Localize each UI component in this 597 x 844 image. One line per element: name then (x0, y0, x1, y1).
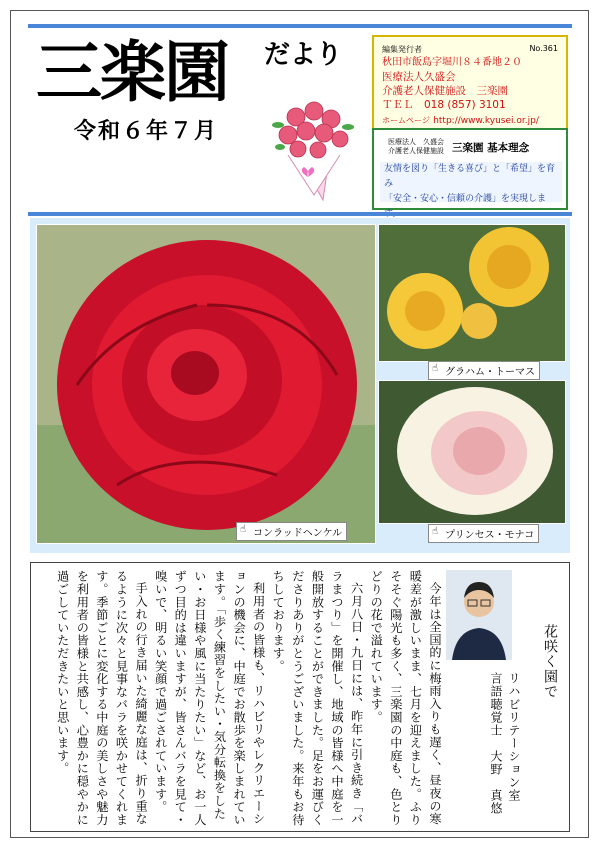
newsletter-title-suffix: だより (264, 40, 343, 70)
pink-rose-photo (378, 380, 566, 524)
address: 秋田市飯島字堀川８４番地２０ (382, 57, 522, 68)
red-rose-photo (36, 224, 376, 544)
photo-panel (30, 218, 570, 553)
org-name: 医療法人久盛会 (382, 71, 456, 83)
publisher-label: 編集発行者 (382, 45, 422, 54)
pointing-hand-icon: ☝ (432, 363, 439, 374)
pink-rose-caption (428, 524, 539, 543)
philosophy-org-line2: 介護老人保健施設 (388, 147, 444, 155)
philosophy-line1: 友情を図り「生きる喜び」と「希望」を育み (384, 164, 556, 189)
article-paragraph: 利用者の皆様も、リハビリやレクリエーションの機会に、中庭でお散歩を楽しまれています。「歩く練習をしたい・気分転換をしたい・お日様や風に当たりたい」など、お一人ずつ目的は違いますが、皆さんバラを見て・嗅いで、明るい笑顔で過ごされています。 (153, 570, 266, 826)
pointing-hand-icon: ☝ (240, 524, 247, 535)
issue-date: 令和６年７月 (74, 119, 219, 144)
article-author: 言語聴覚士 大野 真悠 (489, 672, 503, 815)
article-heading: 花咲く園で (542, 624, 558, 699)
homepage-url[interactable]: http://www.kyusei.or.jp/ (433, 116, 539, 126)
homepage-label: ホームページ (382, 116, 430, 125)
article-paragraph: 今年は全国的に梅雨入りも遅く、昼夜の寒暖差が激しいまま、七月を迎えました。ふりそそぐ陽光も多く、三楽園の中庭も、色とりどりの花で溢れています。 (369, 570, 442, 826)
article-paragraph: 手入れの行き届いた綺麗な庭は、折り重なるように次々と見事なバラを咲かせてくれます。季節ごとに変化する中庭の美しさや魅力を利用者の皆様と共感し、心豊かに穏やかに過ごしていただきたいと思います。 (55, 570, 149, 826)
caption-text: グラハム・トーマス (445, 367, 535, 378)
author-portrait (446, 570, 512, 660)
caption-text: コンラッドヘンケル (253, 528, 343, 539)
top-divider (28, 24, 572, 28)
article-body (44, 570, 444, 826)
article-department: リハビリテーション室 (507, 672, 521, 802)
section-divider (28, 212, 572, 216)
article-paragraph: 六月八日・九日には、昨年に引き続き「バラまつり」を開催し、地域の皆様へ中庭を一般開放することができました。足をお運びくださりありがとうございました。来年もお待ちしております。 (271, 570, 364, 826)
newsletter-title: 三楽園 (36, 34, 228, 111)
philosophy-org-line1: 医療法人 久盛会 (388, 138, 444, 146)
issue-number: No.361 (529, 44, 558, 53)
caption-text: プリンセス・モナコ (445, 530, 535, 541)
main-photo-caption (236, 522, 347, 541)
yellow-rose-caption (428, 361, 540, 380)
facility-name: 介護老人保健施設 三楽園 (382, 85, 508, 97)
tel: ＴＥＬ 018 (857) 3101 (382, 99, 506, 111)
philosophy-line2: 「安全・安心・信頼の介護」を実現しま (384, 194, 547, 204)
philosophy-box (372, 128, 568, 210)
rose-bouquet-illustration (268, 95, 360, 205)
pointing-hand-icon: ☝ (432, 526, 439, 537)
philosophy-title: 三楽園 基本理念 (452, 142, 530, 154)
yellow-rose-photo (378, 224, 566, 362)
publisher-info-box (372, 35, 568, 131)
